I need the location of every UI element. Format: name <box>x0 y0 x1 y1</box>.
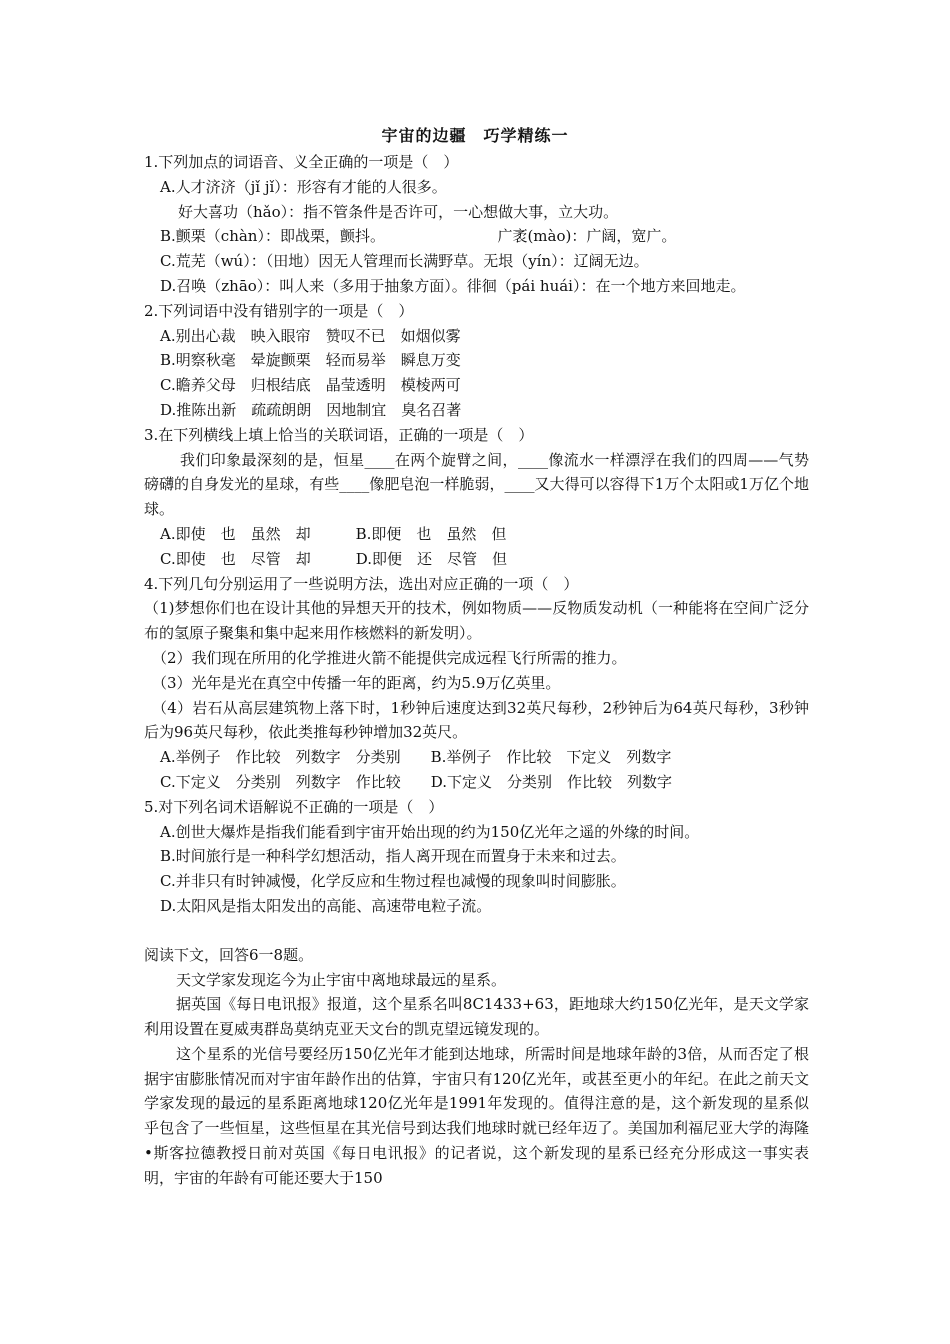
question-2-option-c: C.瞻养父母 归根结底 晶莹透明 模棱两可 <box>160 376 461 395</box>
reading-paragraph-1: 天文学家发现迄今为止宇宙中离地球最远的星系。 <box>176 970 507 989</box>
question-4-sentence-2: （2）我们现在所用的化学推进火箭不能提供完成远程飞行所需的推力。 <box>152 648 627 667</box>
question-3-stem: 3.在下列横线上填上恰当的关联词语，正确的一项是（ ） <box>144 425 534 444</box>
question-4-stem: 4.下列几句分别运用了一些说明方法，选出对应正确的一项（ ） <box>144 574 579 593</box>
question-3-options-cd: C.即使 也 尽管 却 D.即便 还 尽管 但 <box>160 549 507 568</box>
question-4-options-cd: C.下定义 分类别 列数字 作比较 D.下定义 分类别 作比较 列数字 <box>160 772 672 791</box>
question-5-option-b: B.时间旅行是一种科学幻想活动，指人离开现在而置身于未来和过去。 <box>160 847 626 866</box>
question-1-option-b: B.颤栗（chàn）：即战栗，颤抖。 广袤(mào)：广阔，宽广。 <box>160 227 677 246</box>
question-1-option-d: D.召唤（zhāo）：叫人来（多用于抽象方面）。徘徊（pái huái）：在一个地方来回地走。 <box>160 276 746 295</box>
question-2-option-d: D.推陈出新 疏疏朗朗 因地制宜 臭名召著 <box>160 400 462 419</box>
question-3-options-ab: A.即使 也 虽然 却 B.即便 也 虽然 但 <box>160 524 507 543</box>
question-5-option-d: D.太阳风是指太阳发出的高能、高速带电粒子流。 <box>160 896 492 915</box>
reading-paragraph-3: 这个星系的光信号要经历150亿光年才能到达地球，所需时间是地球年龄的3倍，从而否定了根据宇宙膨胀情况而对宇宙年龄作出的估算，宇宙只有120亿光年，或甚至更小的年纪。在此之前天文学家发现的最远的星系距离地球120亿光年是1991年发现的。值得注意的是，这个新发现的星系似乎包含了一些恒星，这些恒星在其光信号到达我们地球时就已经年迈了。美国加利福尼亚大学的海隆•斯客拉德教授日前对英国《每日电讯报》的记者说，这个新发现的星系已经充分形成这一事实表明，宇宙的年龄有可能还要大于150 <box>144 1044 809 1187</box>
question-5-option-a: A.创世大爆炸是指我们能看到宇宙开始出现的约为150亿光年之遥的外缘的时间。 <box>160 822 700 841</box>
question-4-options-ab: A.举例子 作比较 列数字 分类别 B.举例子 作比较 下定义 列数字 <box>160 748 672 767</box>
section-spacer <box>144 919 809 943</box>
question-1-option-a: A.人才济济（jǐ jǐ）：形容有才能的人很多。 <box>160 177 447 196</box>
document-title: 宇宙的边疆 巧学精练一 <box>381 126 569 145</box>
question-4-sentence-3: （3）光年是光在真空中传播一年的距离，约为5.9万亿英里。 <box>152 673 561 692</box>
question-4-sentence-4: （4）岩石从高层建筑物上落下时，1秒钟后速度达到32英尺每秒，2秒钟后为64英尺每秒，3秒钟后为96英尺每秒，依此类推每秒钟增加32英尺。 <box>144 698 809 742</box>
question-2-stem: 2.下列词语中没有错别字的一项是（ ） <box>144 301 414 320</box>
question-1-option-c: C.荒芜（wú）：（田地）因无人管理而长满野草。无垠（yín）：辽阔无边。 <box>160 252 649 271</box>
question-2-option-a: A.别出心裁 映入眼帘 赞叹不已 如烟似雾 <box>160 326 461 345</box>
document-body <box>144 150 809 1191</box>
question-1-stem: 1.下列加点的词语音、义全正确的一项是（ ） <box>144 153 459 171</box>
reading-intro: 阅读下文，回答6一8题。 <box>144 945 314 964</box>
question-2-option-b: B.明察秋毫 晕旋颤栗 轻而易举 瞬息万变 <box>160 351 461 370</box>
question-5-stem: 5.对下列名词术语解说不正确的一项是（ ） <box>144 797 444 816</box>
question-1-option-a-line-2: 好大喜功（hǎo）：指不管条件是否许可，一心想做大事，立大功。 <box>178 202 619 221</box>
reading-paragraph-2: 据英国《每日电讯报》报道，这个星系名叫8C1433+63，距地球大约150亿光年，是天文学家利用设置在夏威夷群岛莫纳克亚天文台的凯克望远镜发现的。 <box>144 995 809 1039</box>
question-4-sentence-1: （1)梦想你们也在设计其他的异想天开的技术，例如物质——反物质发动机（一种能将在空间广泛分布的氢原子聚集和集中起来用作核燃料的新发明）。 <box>144 599 809 643</box>
question-5-option-c: C.并非只有时钟减慢，化学反应和生物过程也减慢的现象叫时间膨胀。 <box>160 872 626 891</box>
question-3-passage: 我们印象最深刻的是，恒星____在两个旋臂之间，____像流水一样漂浮在我们的四周——气势磅礴的自身发光的星球，有些____像肥皂泡一样脆弱，____又大得可以容得下1万个太阳或1万亿个地球。 <box>144 450 809 519</box>
